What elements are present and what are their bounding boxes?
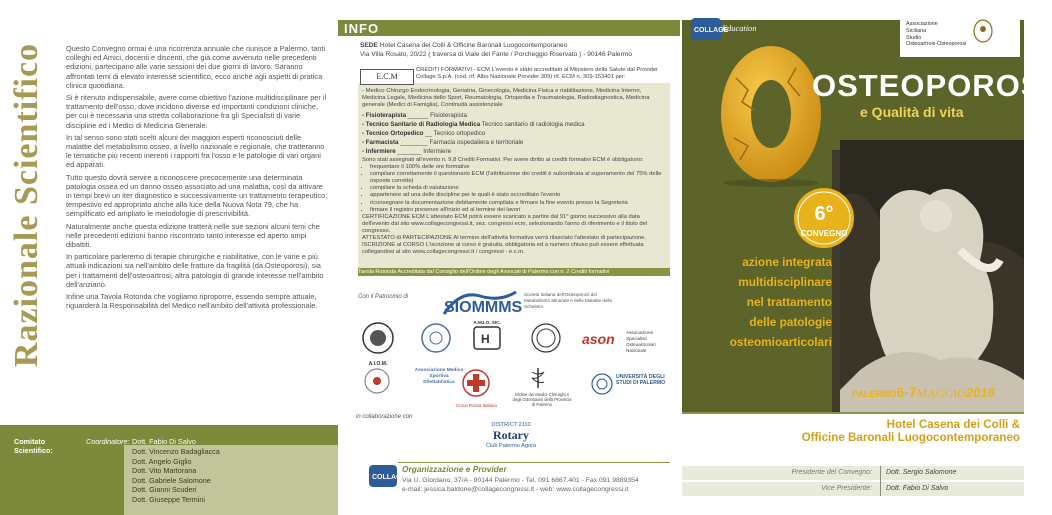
president-label: Presidente del Convegno:	[791, 469, 872, 476]
profession-row: - Infermiere _______ Infermiere	[362, 148, 452, 155]
svg-text:COLLAGE: COLLAGE	[694, 27, 729, 34]
cri-logo: Croce Rossa Italiana	[456, 368, 497, 408]
rationale-paragraph: Si è ritenuto indispensabile, avere come obiettivo l'azione multidisciplinare per il trattamento dell'osso, dove incidono diverse ed importanti condizioni cliniche, per cui è necessaria una stretta collaborazione fra gli Specialisti di varie discipline ed i Medici di Medicina Generale.	[66, 93, 327, 130]
org-web: e-mail: jessica.baldone@collagecongressi.it - web: www.collagecongressi.it	[402, 486, 629, 494]
rationale-paragraph: Tutto questo dovrà servire a riconoscere precocemente una determinata patologia ossea ed un danno osseo associato ad una malattia, così da attivare in tempi brevi un iter diagnostico e successivamente un trattamento terapeutico, tempestivo ed appropriato anche alla luce della Nuova Nota 79, che ha semplificato ed ampliato le metodologie di prescrivibilità.	[66, 172, 328, 219]
aiom-logo: A.I.O.M.	[360, 320, 396, 367]
svg-text:SIOMMMS: SIOMMMS	[444, 299, 523, 316]
ams-logo	[362, 366, 392, 403]
committee-section	[0, 425, 338, 515]
collaboration-label: in collaborazione con	[356, 414, 413, 420]
svg-text:CONVEGNO: CONVEGNO	[800, 229, 848, 238]
ecm-logo: E.C.M	[360, 69, 414, 85]
amgo-logo: A.M.I.O. SIC. H	[472, 320, 502, 356]
org-address: Via U. Giordano, 37/A - 90144 Palermo - Tel. 091 6867.401 - Fax 091 9889354	[402, 477, 639, 484]
profession-row: - Farmacista ________ Farmacia ospedaliera e territoriale	[362, 139, 524, 146]
member: Dott. Vincenzo Badagliacca	[132, 447, 220, 456]
unipa-text: UNIVERSITÀ DEGLI STUDI DI PALERMO	[616, 374, 666, 387]
ordine-text: Ordine dei Medici-Chirurghi e degli Odontoiatri della Provincia di Palermo	[512, 392, 572, 408]
ecm-certification: CERTIFICAZIONE ECM L'attestato ECM potrà essere scaricato a partire dal 91° giorno successivo alla data dell'evento dal sito www.collagecongressi.it, sez. congressi ecm, selezionando l'anno di riferimento e il titolo del congresso.	[362, 213, 648, 234]
ecm-rule: • frequentare il 100% delle ore formative	[370, 164, 666, 171]
profession-row: - Fisioterapista ______ Fisioterapista	[362, 112, 467, 119]
cover-tagline: azione integrata multidisciplinare nel trattamento delle patologie osteomioarticolari	[729, 255, 832, 349]
member: Dott. Giuseppe Termini	[132, 494, 205, 504]
bone-o-graphic	[716, 38, 826, 193]
member: Dott. Vito Martorana	[132, 466, 197, 476]
ecm-rule: • compilare correttamente il questionario ECM (l'attribuzione dei crediti è subordinata al superamento del 75% delle risposte corrette)	[370, 171, 666, 185]
unipa-logo	[590, 372, 614, 401]
cover-subtitle: e Qualità di vita	[860, 104, 964, 120]
president-name: Dott. Sergio Salomone	[886, 469, 957, 476]
collage-logo	[368, 462, 407, 495]
venue-address: Via Villa Rosato, 20/22 ( traversa di Viale del Fante / Porcheggio Riservato ) - 90146 Palermo	[360, 50, 632, 58]
rationale-paragraph: Naturalmente anche questa edizione tratterà nelle sue sezioni alcuni temi che nelle precedenti edizioni hanno riscontrato tanto interesse ed aperto ampi dibattiti.	[66, 221, 320, 250]
statue-image	[840, 140, 1024, 412]
convegno-badge	[792, 186, 856, 255]
rationale-paragraph: Infine una Tavola Rotonda che vogliamo riproporre, essendo sempre attuale, riguarderà la Responsabilità del Medico nell'ambito dell'attività professionale.	[66, 292, 318, 311]
simmms-desc: Società Italiana dell'Osteoporosi del Metabolismo Minerale e delle Malattie dello Scheletro	[524, 292, 613, 309]
rationale-text	[66, 44, 328, 313]
ordine-logo	[526, 366, 550, 395]
ecm-rule: • firmare il registro presenze all'inizio ed al termine dei lavori	[370, 207, 666, 214]
vice-name: Dott. Fabio Di Salvo	[886, 485, 949, 492]
venue-name: Hotel Casena dei Colli & Officine Baronali Luogocontemporaneo	[379, 42, 568, 49]
cover-title: OSTEOPOROSI	[812, 68, 1052, 103]
assoc-text: Associazione Siciliana Studio Osteoartrosi-Osteoporosi	[906, 21, 967, 48]
info-bar	[338, 20, 680, 36]
rationale-paragraph: Questo Convegno ormai è una ricorrenza annuale che riunisce a Palermo, tanti colleghi ed Amici, docenti e discenti, che già come avvenuto nelle precedenti edizioni, partecipano alle varie sessioni dei due giorni di lavoro. Saranno affrontati temi di elevato interesse scientifico, ecco anche agli aspetti di pratica clinica quotidiana.	[66, 44, 326, 90]
org-divider	[398, 462, 670, 463]
profession-row: - Tecnico Sanitario di Radiologia Medica Tecnico sanitario di radiologia medica	[362, 121, 585, 128]
venue-label: SEDE	[360, 42, 378, 49]
profession-row: - Tecnico Ortopedico __ Tecnico ortopedico	[362, 130, 486, 137]
org-contact	[402, 476, 672, 495]
ecm-rule: • compilare la scheda di valutazione	[370, 185, 666, 192]
committee-label: Comitato Scientifico:	[14, 437, 53, 455]
rotary-logo: DISTRICT 2110 Rotary Club Palermo Agorà	[485, 422, 537, 449]
ecm-attestato: ATTESTATO di PARTECIPAZIONE Al termine dell'attività formativa verrà rilasciato l'attestato di partecipazione.	[362, 235, 647, 242]
vice-label: Vice Presidente:	[821, 485, 872, 492]
tavola-rotonda-bar: Tavola Rotonda Accreditata dal Consiglio dell'Ordine degli Avvocati di Palermo con n. 2 Crediti formativi	[358, 268, 670, 276]
svg-text:H: H	[481, 332, 490, 346]
ecm-rule: • riconsegnare la documentazione debitamente compilata e firmare la fine evento presso la Segreteria	[370, 200, 666, 207]
ecm-text: CREDITI FORMATIVI - ECM L'evento è stato accreditato al Ministero della Salute dal Provider Collage S.p.A. (cod. rif. Albo Nazionale Provider 309) rif. ECM n. 309-153401 per:	[416, 67, 658, 80]
assoc-seal-icon	[972, 18, 994, 49]
committee-members	[132, 447, 220, 505]
university-seal-logo	[530, 322, 562, 359]
ason-logo	[582, 330, 622, 353]
member: Dott. Gabriele Salomone	[132, 475, 211, 485]
society-logo	[420, 322, 452, 359]
coordinator-label: Coordinatore:	[86, 437, 130, 446]
cover-venue: Hotel Casena dei Colli & Officine Baronali Luogocontemporaneo	[801, 418, 1020, 444]
patronage-label: Con il Patrocinio di	[358, 294, 409, 300]
ecm-details: Sono stati assegnati all'evento n. 9,8 Crediti Formativi. Per avere diritto ai crediti formativi ECM è obbligatorio: • frequentare il 100% delle ore formative • compilare correttamente il questionario ECM (l'attribuzione dei crediti è subordinata al superamento del 75% delle risposte corrette) • compilare la scheda di valutazione • appartenere ad una delle discipline per le quali è stato accreditato l'evento • riconsegnare la documentazione debitamente compilata e firmare la fine evento presso la Segreteria • firmare il registro presenze all'inizio ed al termine dei lavori CERTIFICAZIONE ECM L'attestato ECM potrà essere scaricato a partire dal 91° giorno successivo alla data dell'evento dal sito www.collagecongressi.it, sez. congressi ecm, selezionando l'anno di riferimento e il titolo del congresso. ATTESTATO di PARTECIPAZIONE Al termine dell'attività formativa verrà rilasciato l'attestato di partecipazione. ISCRIZIONE al CORSO L'iscrizione al corso è gratuita, obbligatoria ed a numero chiuso può essere effettuata collegandosi al sito www.collagecongressi.it / congressi - e.c.m.	[362, 157, 666, 256]
ason-desc: Associazione Specialisti Osteoarticolari Nazionale	[626, 330, 656, 353]
education-label: Education	[722, 24, 757, 33]
pres-divider	[880, 466, 881, 496]
event-date: PALERMO6-7MAGGIO2016	[852, 384, 995, 400]
svg-text:COLLAGE: COLLAGE	[372, 474, 407, 481]
svg-text:6°: 6°	[814, 203, 834, 225]
prof-medico: - Medico Chirurgo Endocrinologia, Geriatria, Ginecologia, Medicina Fisica e riabilitazione, Medicina Interno, Medicina Legale, Medicina dello Sport, Reumatologia, Ortopedia e Traumatologia, Radiodiagnostica, Medicina generale (Medici di Famiglia), Continuità assistenziale	[362, 88, 650, 109]
coordinator-name: Dott. Fabio Di Salvo	[132, 437, 196, 446]
rationale-paragraph: In particolare parleremo di terapie chirurgiche e riabilitative, con le varie e più attuali indicazioni sia nell'ambito delle fratture da fragilità (da Osteoporosi), sia per i trattamenti dell'osteoartrosi, altra patologia di grande interesse nell'ambito dell'anziano.	[66, 252, 324, 289]
org-title: Organizzazione e Provider	[402, 464, 507, 474]
date-divider	[682, 412, 1024, 414]
info-title: INFO	[344, 21, 380, 36]
member: Dott. Angelo Giglio	[132, 456, 192, 466]
rationale-paragraph: In tal senso sono stati scelti alcuni dei maggiori esperti riconosciuti delle malattie del metabolismo osseo, a livello nazionale e regionale, che tratteranno le tematiche più recenti inerenti i rapporti fra l'osso e le patologie di vari organi ed apparati.	[66, 132, 325, 170]
ecm-rule: • appartenere ad una delle discipline per le quali è stato accreditato l'evento	[370, 192, 666, 199]
venue-info	[360, 42, 670, 59]
ams-text: Associazione Medico Sportiva Dilettantistica	[414, 368, 464, 385]
svg-text:ason: ason	[582, 331, 615, 347]
rationale-vertical-title: Razionale Scientifico	[8, 42, 45, 368]
member: Dott. Gianni Scuderi	[132, 485, 197, 495]
ecm-iscrizione: ISCRIZIONE al CORSO L'iscrizione al corso è gratuita, obbligatoria ed a numero chiuso può essere effettuata collegandosi al sito www.collagecongressi.it / congressi - e.c.m.	[362, 242, 644, 256]
